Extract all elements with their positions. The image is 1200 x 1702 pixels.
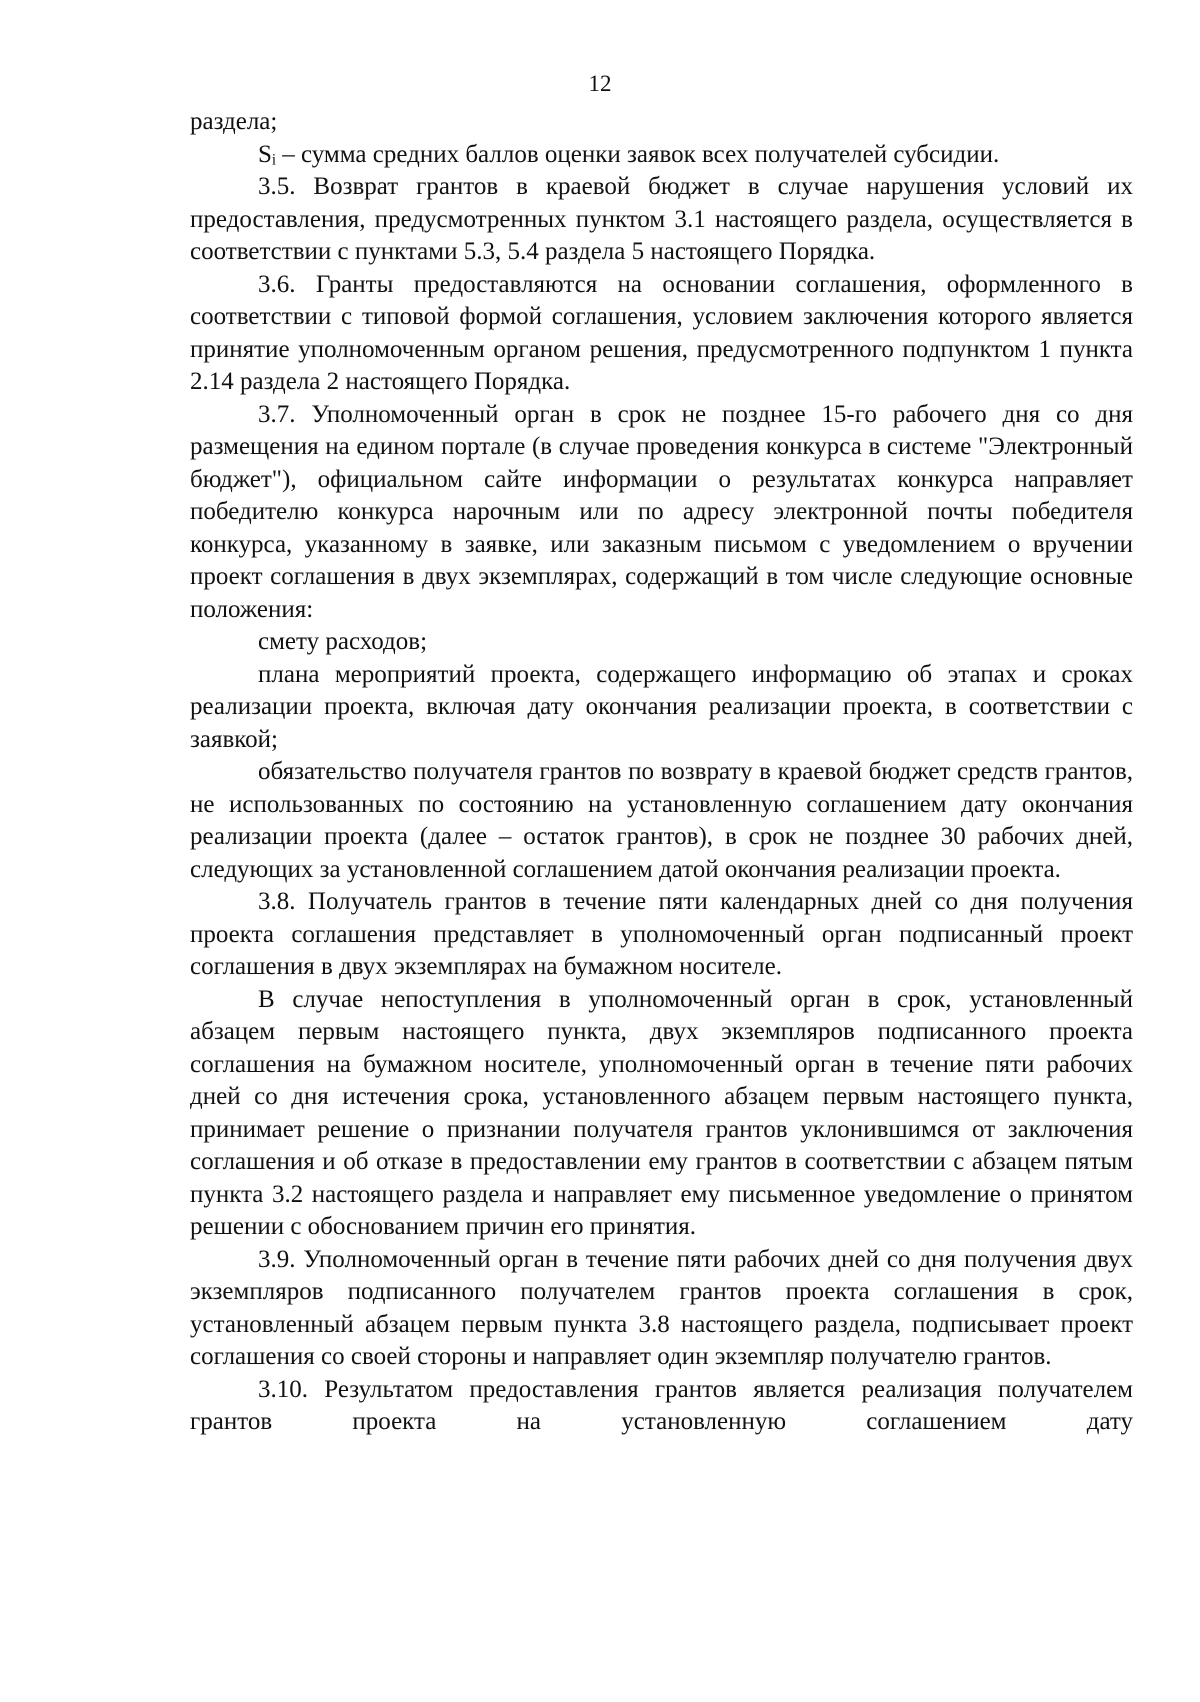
- paragraph-3-8: 3.8. Получатель грантов в течение пяти календарных дней со дня получения проекта соглашения представляет в уполномоченный орган подписанный проект соглашения в двух экземплярах на бумажном носителе.: [190, 888, 1133, 980]
- paragraph-3-9: 3.9. Уполномоченный орган в течение пяти рабочих дней со дня получения двух экземпляров подписанного получателем грантов проекта соглашения в срок, установленный абзацем первым пункта 3.8 настоящего раздела, подписывает проект соглашения со своей стороны и направляет один экземпляр получателю грантов.: [190, 1245, 1133, 1370]
- paragraph-section-tail: раздела;: [190, 108, 278, 135]
- page-number: 12: [588, 71, 612, 96]
- paragraph-3-6: 3.6. Гранты предоставляются на основании соглашения, оформленного в соответствии с типовой формой соглашения, условием заключения которого является принятие уполномоченным органом решения, предусмотренного подпунктом 1 пункта 2.14 раздела 2 настоящего Порядка.: [190, 270, 1133, 395]
- paragraph-si-definition: Sᵢ – сумма средних баллов оценки заявок всех получателей субсидии.: [258, 140, 1000, 168]
- paragraph-3-10: 3.10. Результатом предоставления грантов является реализация получателем грантов проекта на установленную соглашением дату: [190, 1375, 1133, 1435]
- list-item-refund-obligation: обязательство получателя грантов по возврату в краевой бюджет средств грантов, не использованных по состоянию на установленную соглашением дату окончания реализации проекта (далее – остаток грантов), в срок не позднее 30 рабочих дней, следующих за установленной соглашением датой окончания реализации проекта.: [190, 758, 1133, 883]
- list-item-project-plan: плана мероприятий проекта, содержащего информацию об этапах и сроках реализации проекта, включая дату окончания реализации проекта, в соответствии с заявкой;: [190, 660, 1133, 753]
- paragraph-3-5: 3.5. Возврат грантов в краевой бюджет в случае нарушения условий их предоставления, предусмотренных пунктом 3.1 настоящего раздела, осуществляется в соответствии с пунктами 5.3, 5.4 раздела 5 настоящего Порядка.: [190, 173, 1133, 265]
- list-item-cost-estimate: смету расходов;: [258, 628, 428, 655]
- document-body: [190, 106, 1133, 1439]
- paragraph-3-7: 3.7. Уполномоченный орган в срок не позднее 15-го рабочего дня со дня размещения на едином портале (в случае проведения конкурса в системе "Электронный бюджет"), официальном сайте информации о результатах конкурса направляет победителю конкурса нарочным или по адресу электронной почты победителя конкурса, указанному в заявке, или заказным письмом с уведомлением о вручении проект соглашения в двух экземплярах, содержащий в том числе следующие основные положения:: [190, 400, 1133, 623]
- paragraph-3-8-non-receipt: В случае непоступления в уполномоченный орган в срок, установленный абзацем первым настоящего пункта, двух экземпляров подписанного проекта соглашения на бумажном носителе, уполномоченный орган в течение пяти рабочих дней со дня истечения срока, установленного абзацем первым настоящего пункта, принимает решение о признании получателя грантов уклонившимся от заключения соглашения и об отказе в предоставлении ему грантов в соответствии с абзацем пятым пункта 3.2 настоящего раздела и направляет ему письменное уведомление о принятом решении с обоснованием причин его принятия.: [190, 985, 1133, 1240]
